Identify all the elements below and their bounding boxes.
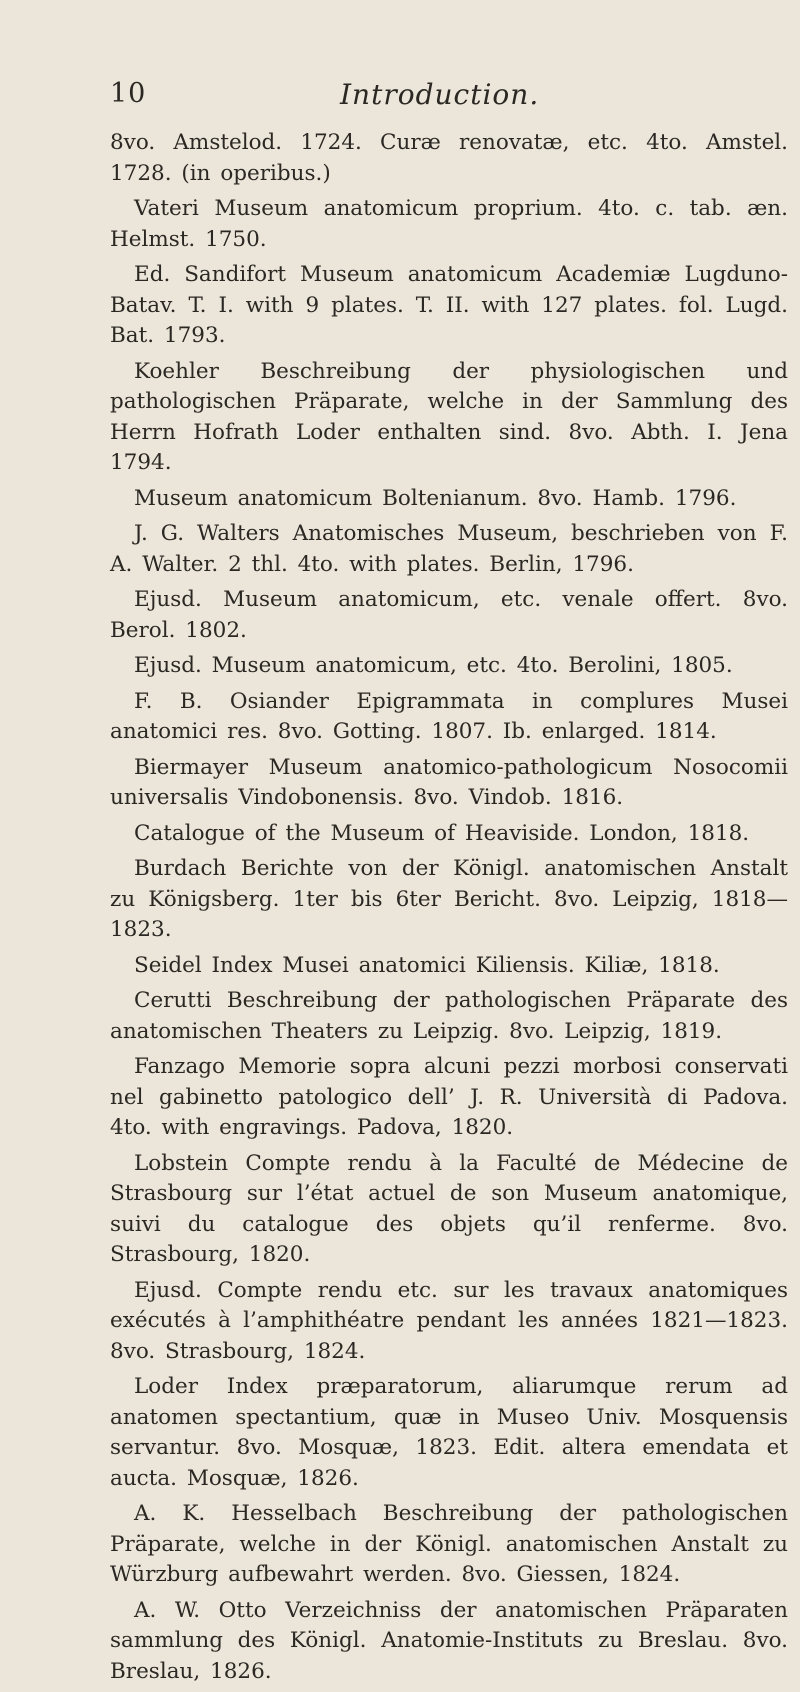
bibliography-entry: Burdach Berichte von der Königl. anatomischen Anstalt zu Königsberg. 1ter bis 6ter Bericht. 8vo. Leipzig, 1818—1823. [110,856,788,942]
bibliography-entry: F. B. Osiander Epigrammata in complures Musei anatomici res. 8vo. Gotting. 1807. Ib. enlarged. 1814. [110,688,788,744]
bibliography-entry: Ejusd. Compte rendu etc. sur les travaux anatomiques exécutés à l’amphithéatre pendant les années 1821—1823. 8vo. Strasbourg, 1824. [110,1277,788,1364]
bibliography-entry: Museum anatomicum Boltenianum. 8vo. Hamb. 1796. [134,485,737,511]
bibliography-entry: Ejusd. Museum anatomicum, etc. venale offert. 8vo. Berol. 1802. [110,587,788,643]
bibliography-list [110,128,788,1692]
bibliography-entry: Catalogue of the Museum of Heaviside. London, 1818. [134,820,750,846]
bibliography-entry: Ed. Sandifort Museum anatomicum Academiæ Lugduno-Batav. T. I. with 9 plates. T. II. with 127 plates. fol. Lugd. Bat. 1793. [110,262,788,348]
bibliography-entry: Koehler Beschreibung der physiologischen und pathologischen Präparate, welche in der Sammlung des Herrn Hofrath Loder enthalten sind. 8vo. Abth. I. Jena 1794. [110,358,788,475]
running-head [0,78,800,118]
bibliography-entry: Lobstein Compte rendu à la Faculté de Médecine de Strasbourg sur l’état actuel de son Museum anatomique, suivi du catalogue des objets qu’il renferme. 8vo. Strasbourg, 1820. [110,1150,788,1267]
bibliography-entry: Fanzago Memorie sopra alcuni pezzi morbosi conservati nel gabinetto patologico dell’ J. R. Università di Padova. 4to. with engravings. Padova, 1820. [110,1054,788,1140]
bibliography-entry: Ejusd. Museum anatomicum, etc. 4to. Berolini, 1805. [134,653,733,678]
bibliography-entry: Cerutti Beschreibung der pathologischen Präparate des anatomischen Theaters zu Leipzig. 8vo. Leipzig, 1819. [110,988,788,1044]
bibliography-entry: Biermayer Museum anatomico-pathologicum Nosocomii universalis Vindobonensis. 8vo. Vindob. 1816. [110,754,788,810]
bibliography-entry: A. K. Hesselbach Beschreibung der pathologischen Präparate, welche in der Königl. anatomischen Anstalt zu Würzburg aufbewahrt werden. 8vo. Giessen, 1824. [110,1501,788,1587]
running-title: Introduction. [340,78,540,111]
page-number: 10 [110,78,147,109]
bibliography-entry: Loder Index præparatorum, aliarumque rerum ad anatomen spectantium, quæ in Museo Univ. Mosquensis servantur. 8vo. Mosquæ, 1823. Edit. altera emendata et aucta. Mosquæ, 1826. [110,1374,788,1491]
bibliography-entry: J. G. Walters Anatomisches Museum, beschrieben von F. A. Walter. 2 thl. 4to. with plates. Berlin, 1796. [110,521,788,577]
bibliography-entry: A. W. Otto Verzeichniss der anatomischen Präparaten sammlung des Königl. Anatomie-Instituts zu Breslau. 8vo. Breslau, 1826. [110,1597,788,1684]
bibliography-entry: Seidel Index Musei anatomici Kiliensis. Kiliæ, 1818. [134,952,720,978]
bibliography-entry: 8vo. Amstelod. 1724. Curæ renovatæ, etc. 4to. Amstel. 1728. (in operibus.) [110,130,788,186]
bibliography-entry: Vateri Museum anatomicum proprium. 4to. c. tab. æn. Helmst. 1750. [110,196,788,252]
